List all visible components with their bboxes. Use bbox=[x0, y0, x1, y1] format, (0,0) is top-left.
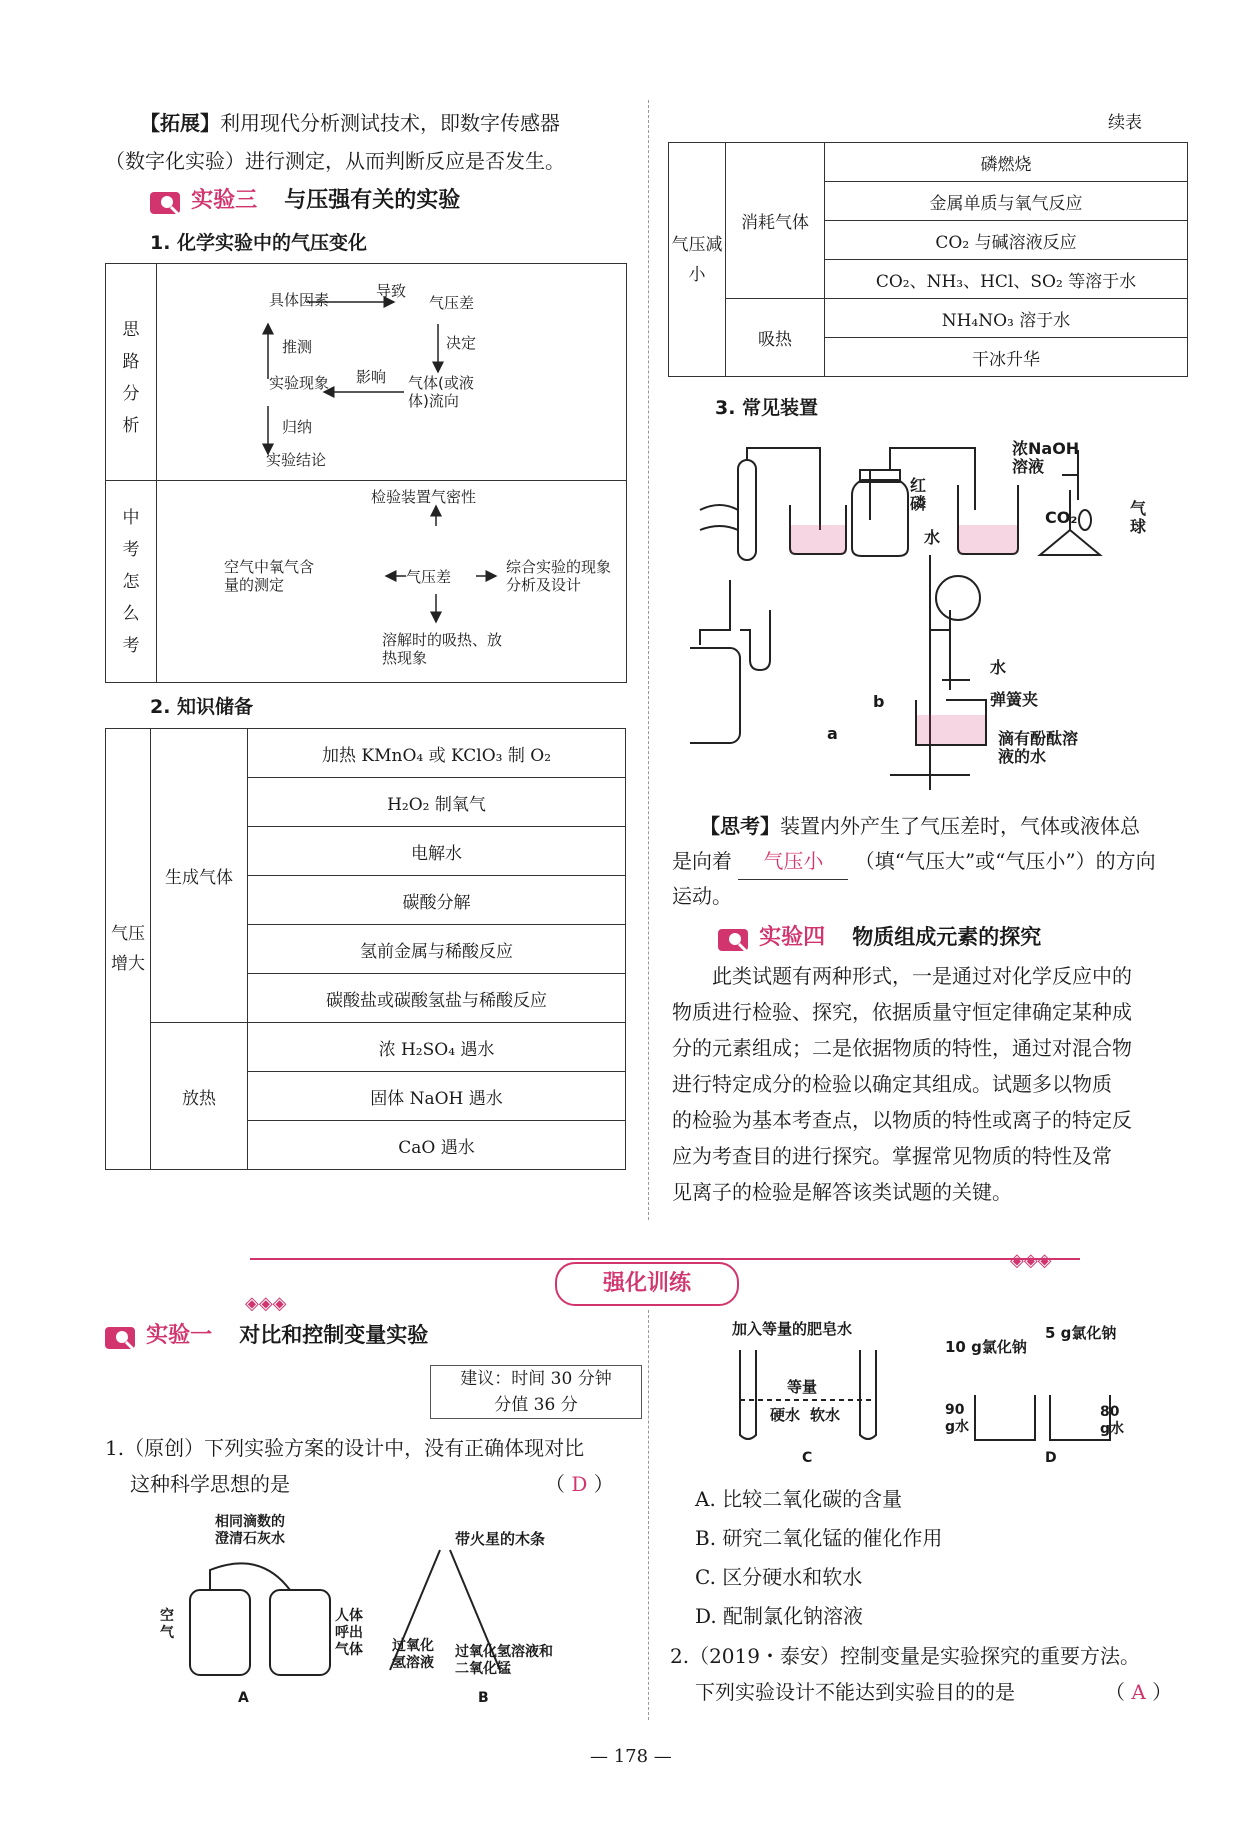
advice-time: 建议：时间 30 分钟 bbox=[460, 1369, 612, 1389]
exp4-line: 应为考查目的进行探究。掌握常见物质的特性及常 bbox=[672, 1144, 1112, 1168]
exp4-line: 分的元素组成；二是依据物质的特性，通过对混合物 bbox=[672, 1036, 1132, 1060]
table3-cell: NH₄NO₃ 溶于水 bbox=[825, 299, 1188, 338]
option-b[interactable]: B. 研究二氧化锰的催化作用 bbox=[695, 1526, 943, 1550]
group-increase: 气压增大 bbox=[106, 729, 151, 1170]
figC-soap: 加入等量的肥皂水 bbox=[732, 1320, 853, 1338]
extend-line-2: （数字化实验）进行测定，从而判断反应是否发生。 bbox=[105, 149, 565, 173]
sec1-title: 1. 化学实验中的气压变化 bbox=[150, 232, 368, 254]
q1-line-2: 这种科学思想的是 bbox=[130, 1472, 290, 1496]
knowledge-table-decrease bbox=[668, 142, 1188, 377]
figD-label: D bbox=[1045, 1450, 1057, 1466]
magnifier-icon bbox=[718, 926, 754, 954]
table3-cell: CO₂、NH₃、HCl、SO₂ 等溶于水 bbox=[825, 260, 1188, 299]
advice-score: 分值 36 分 bbox=[494, 1395, 578, 1415]
knowledge-table-increase bbox=[105, 728, 626, 1170]
think-line-3: 运动。 bbox=[672, 884, 732, 908]
exam-row-label: 中考怎么考 bbox=[122, 508, 140, 656]
table2-cell: CaO 遇水 bbox=[248, 1121, 626, 1170]
figB-h2o2-mn: 过氧化氢溶液和二氧化锰 bbox=[455, 1644, 553, 1677]
node-diff: 气压差 bbox=[429, 294, 475, 312]
exam-right: 综合实验的现象分析及设计 bbox=[506, 558, 612, 594]
table2-cell: 碳酸分解 bbox=[248, 876, 626, 925]
figC-label: C bbox=[802, 1450, 813, 1466]
continued-label: 续表 bbox=[1108, 113, 1142, 133]
figB-stick: 带火星的木条 bbox=[455, 1530, 546, 1548]
exp1-title: 对比和控制变量实验 bbox=[239, 1323, 429, 1347]
exp4-paragraph bbox=[672, 958, 1192, 1210]
exp3-badge: 实验三 bbox=[191, 188, 258, 213]
exp4-title: 物质组成元素的探究 bbox=[852, 925, 1042, 949]
common-apparatus-figure bbox=[690, 430, 1190, 790]
exp1-badge: 实验一 bbox=[146, 1323, 213, 1348]
node-phenomenon: 实验现象 bbox=[269, 374, 330, 392]
edge-infer: 推测 bbox=[282, 338, 313, 356]
figD-salt5: 5 g氯化钠 bbox=[1045, 1324, 1117, 1342]
magnifier-icon bbox=[105, 1324, 141, 1352]
q1-answer-slot: （ D ） bbox=[545, 1472, 614, 1496]
q1-line-1: 1.（原创）下列实验方案的设计中，没有正确体现对比 bbox=[105, 1436, 585, 1460]
option-c[interactable]: C. 区分硬水和软水 bbox=[695, 1565, 863, 1589]
exp4-heading bbox=[718, 920, 1041, 954]
figA-drops: 相同滴数的澄清石灰水 bbox=[215, 1514, 285, 1547]
table3-cell: 干冰升华 bbox=[825, 338, 1188, 377]
think-text-2a: 是向着 bbox=[672, 849, 732, 873]
think-text-2b: （填“气压大”或“气压小”）的方向 bbox=[854, 849, 1156, 873]
sub-exothermic: 放热 bbox=[151, 1023, 248, 1170]
exam-top: 检验装置气密性 bbox=[371, 488, 477, 506]
label-red-phosphorus: 红磷 bbox=[910, 476, 927, 513]
exam-left: 空气中氧气含量的测定 bbox=[224, 558, 315, 594]
q2-answer-slot: （ A ） bbox=[1105, 1680, 1173, 1704]
edge-decide: 决定 bbox=[446, 334, 477, 352]
knot-icon: ◈◈◈ bbox=[245, 1293, 287, 1314]
exp4-line: 的检验为基本考查点，以物质的特性或离子的特定反 bbox=[672, 1108, 1132, 1132]
figC-equal: 等量 bbox=[787, 1378, 818, 1396]
figA-breath: 人体呼出气体 bbox=[335, 1608, 363, 1658]
figC-soft: 软水 bbox=[810, 1406, 841, 1424]
figA-label: A bbox=[238, 1690, 249, 1706]
exp1-heading bbox=[105, 1318, 428, 1352]
table3-cell: 磷燃烧 bbox=[825, 143, 1188, 182]
node-factor: 具体因素 bbox=[269, 291, 330, 309]
think-line-2 bbox=[672, 843, 1156, 880]
think-label: 【思考】 bbox=[700, 814, 780, 838]
training-banner: 强化训练 bbox=[555, 1262, 739, 1306]
label-b: b bbox=[873, 692, 885, 711]
table2-cell: 电解水 bbox=[248, 827, 626, 876]
figD-water80: 80 g水 bbox=[1100, 1404, 1125, 1437]
figD-water90: 90 g水 bbox=[945, 1402, 970, 1435]
pressure-change-table bbox=[105, 263, 627, 683]
sec3-title: 3. 常见装置 bbox=[715, 397, 819, 419]
sub-gas-gen: 生成气体 bbox=[151, 729, 248, 1023]
label-co2: CO₂ bbox=[1045, 508, 1078, 527]
label-water: 水 bbox=[924, 528, 941, 547]
extend-label: 【拓展】 bbox=[140, 111, 220, 135]
label-water-2: 水 bbox=[990, 658, 1007, 677]
exp4-line: 进行特定成分的检验以确定其组成。试题多以物质 bbox=[672, 1072, 1112, 1096]
label-balloon: 气球 bbox=[1130, 499, 1147, 536]
node-conclusion: 实验结论 bbox=[266, 451, 327, 469]
option-d[interactable]: D. 配制氯化钠溶液 bbox=[695, 1604, 864, 1628]
label-naoh: 浓NaOH溶液 bbox=[1012, 439, 1080, 476]
think-line-1 bbox=[700, 808, 1140, 844]
think-answer: 气压小 bbox=[738, 843, 848, 880]
q2-answer: A bbox=[1131, 1680, 1146, 1704]
group-decrease: 气压减小 bbox=[669, 143, 726, 377]
q2-line-2: 下列实验设计不能达到实验目的的是 bbox=[695, 1680, 1015, 1704]
exp4-line: 见离子的检验是解答该类试题的关键。 bbox=[672, 1180, 1012, 1204]
extend-text-1: 利用现代分析测试技术，即数字传感器 bbox=[220, 111, 560, 135]
sec2-title: 2. 知识储备 bbox=[150, 696, 254, 718]
exp3-title: 与压强有关的实验 bbox=[284, 188, 461, 213]
q2-line-1: 2.（2019・泰安）控制变量是实验探究的重要方法。 bbox=[670, 1644, 1140, 1668]
table3-cell: 金属单质与氧气反应 bbox=[825, 182, 1188, 221]
advice-box bbox=[430, 1365, 642, 1419]
table2-cell: 碳酸盐或碳酸氢盐与稀酸反应 bbox=[248, 974, 626, 1023]
exp3-heading bbox=[150, 183, 460, 217]
page-number: — 178 — bbox=[590, 1746, 672, 1767]
label-spring-clip: 弹簧夹 bbox=[990, 690, 1039, 709]
table2-cell: 氢前金属与稀酸反应 bbox=[248, 925, 626, 974]
knot-icon: ◈◈◈ bbox=[1010, 1250, 1052, 1271]
extend-line-1 bbox=[140, 105, 560, 141]
sub-gas-consume: 消耗气体 bbox=[726, 143, 825, 299]
thinking-row-label: 思路分析 bbox=[122, 320, 140, 436]
figC-hard: 硬水 bbox=[770, 1406, 801, 1424]
exam-bottom: 溶解时的吸热、放热现象 bbox=[382, 631, 503, 667]
table2-cell: 加热 KMnO₄ 或 KClO₃ 制 O₂ bbox=[248, 729, 626, 778]
figD-salt10: 10 g氯化钠 bbox=[945, 1338, 1027, 1356]
table3-cell: CO₂ 与碱溶液反应 bbox=[825, 221, 1188, 260]
q1-answer: D bbox=[571, 1472, 588, 1496]
exam-center: 气压差 bbox=[406, 568, 452, 586]
edge-affect: 影响 bbox=[356, 368, 387, 386]
table2-cell: H₂O₂ 制氧气 bbox=[248, 778, 626, 827]
label-a: a bbox=[827, 724, 838, 743]
label-phenolphthalein: 滴有酚酞溶液的水 bbox=[998, 729, 1079, 766]
think-text-1: 装置内外产生了气压差时，气体或液体总 bbox=[780, 814, 1140, 838]
sub-endothermic: 吸热 bbox=[726, 299, 825, 377]
figB-h2o2: 过氧化氢溶液 bbox=[392, 1638, 434, 1671]
table2-cell: 浓 H₂SO₄ 遇水 bbox=[248, 1023, 626, 1072]
q1-options bbox=[695, 1480, 942, 1636]
figA-air: 空气 bbox=[160, 1608, 174, 1641]
exp4-badge: 实验四 bbox=[759, 925, 826, 950]
exp4-line: 物质进行检验、探究，依据质量守恒定律确定某种成 bbox=[672, 1000, 1132, 1024]
edge-induce: 归纳 bbox=[282, 418, 313, 436]
magnifier-icon bbox=[150, 189, 186, 217]
banner-line bbox=[250, 1258, 1080, 1260]
exp4-line: 此类试题有两种形式，一是通过对化学反应中的 bbox=[712, 964, 1132, 988]
edge-cause: 导致 bbox=[376, 282, 407, 300]
flow-diagram-arrows bbox=[156, 264, 626, 682]
table2-cell: 固体 NaOH 遇水 bbox=[248, 1072, 626, 1121]
option-a[interactable]: A. 比较二氧化碳的含量 bbox=[695, 1487, 903, 1511]
node-flow: 气体(或液体)流向 bbox=[408, 374, 474, 410]
figB-label: B bbox=[478, 1690, 489, 1706]
